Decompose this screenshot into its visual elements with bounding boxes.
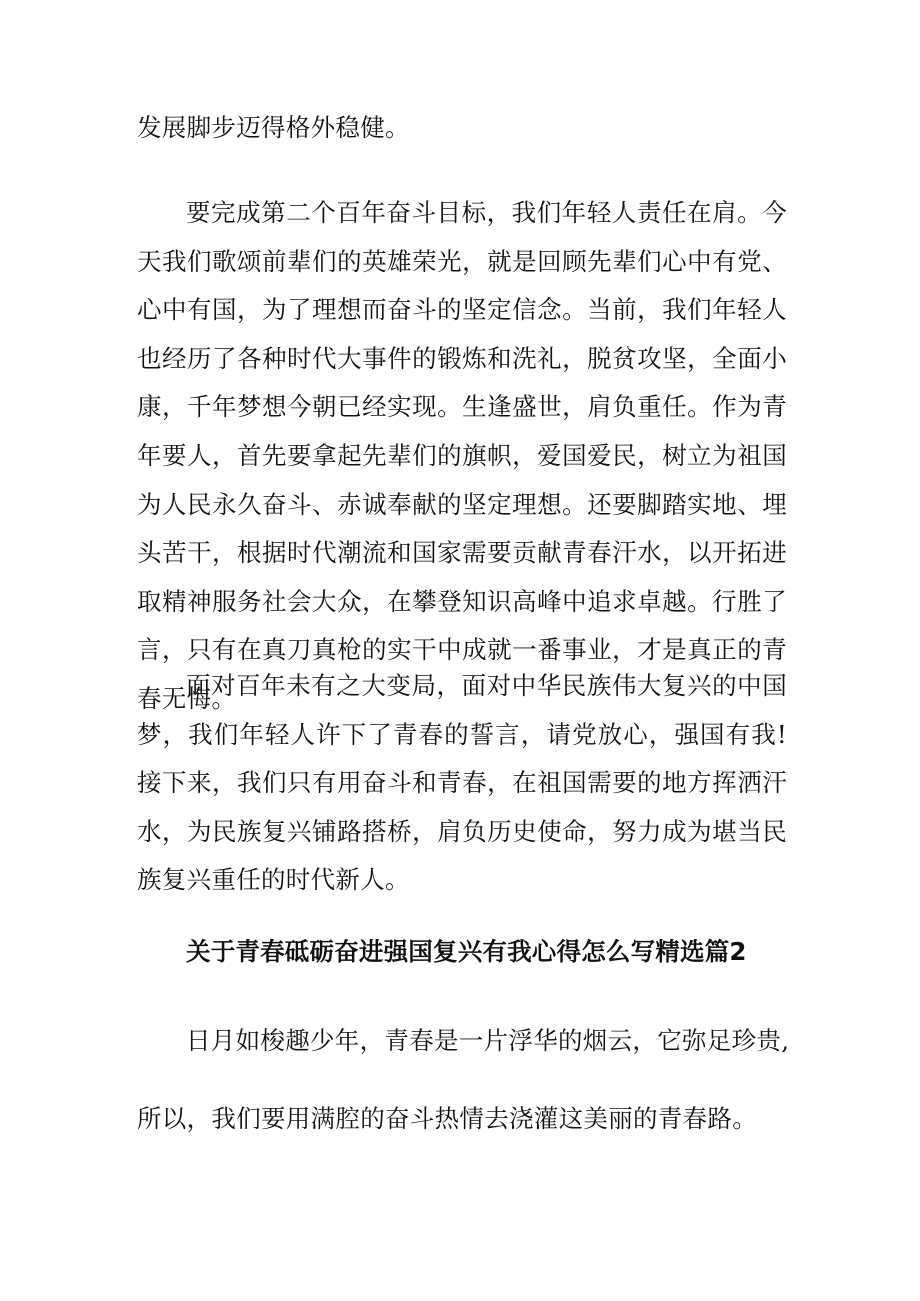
- closing-line-1: 日月如梭趣少年，青春是一片浮华的烟云，它弥足珍贵,: [186, 1026, 790, 1055]
- section-heading: 关于青春砥砺奋进强国复兴有我心得怎么写精选篇2: [186, 937, 747, 966]
- paragraph-responsibility: 要完成第二个百年奋斗目标，我们年轻人责任在肩。今天我们歌颂前辈们的英雄荣光，就是回顾先辈们心中有党、心中有国，为了理想而奋斗的坚定信念。当前，我们年轻人也经历了各种时代大事件的锻炼和洗礼，脱贫攻坚，全面小康，千年梦想今朝已经实现。生逢盛世，肩负重任。作为青年要人，首先要拿起先辈们的旗帜，爱国爱民，树立为祖国为人民永久奋斗、赤诚奉献的坚定理想。还要脚踏实地、埋头苦干，根据时代潮流和国家需要贡献青春汗水，以开拓进取精神服务社会大众，在攀登知识高峰中追求卓越。行胜了言，只有在真刀真枪的实干中成就一番事业，才是真正的青春无悔。: [137, 198, 787, 713]
- paragraph-great-change: 面对百年未有之大变局，面对中华民族伟大复兴的中国梦，我们年轻人许下了青春的誓言，请党放心，强国有我!接下来，我们只有用奋斗和青春，在祖国需要的地方挥洒汗水，为民族复兴铺路搭桥，肩负历史使命，努力成为堪当民族复兴重任的时代新人。: [137, 671, 787, 895]
- closing-line-2: 所以，我们要用满腔的奋斗热情去浇灌这美丽的青春路。: [137, 1104, 757, 1133]
- paragraph-continuation: 发展脚步迈得格外稳健。: [137, 113, 410, 142]
